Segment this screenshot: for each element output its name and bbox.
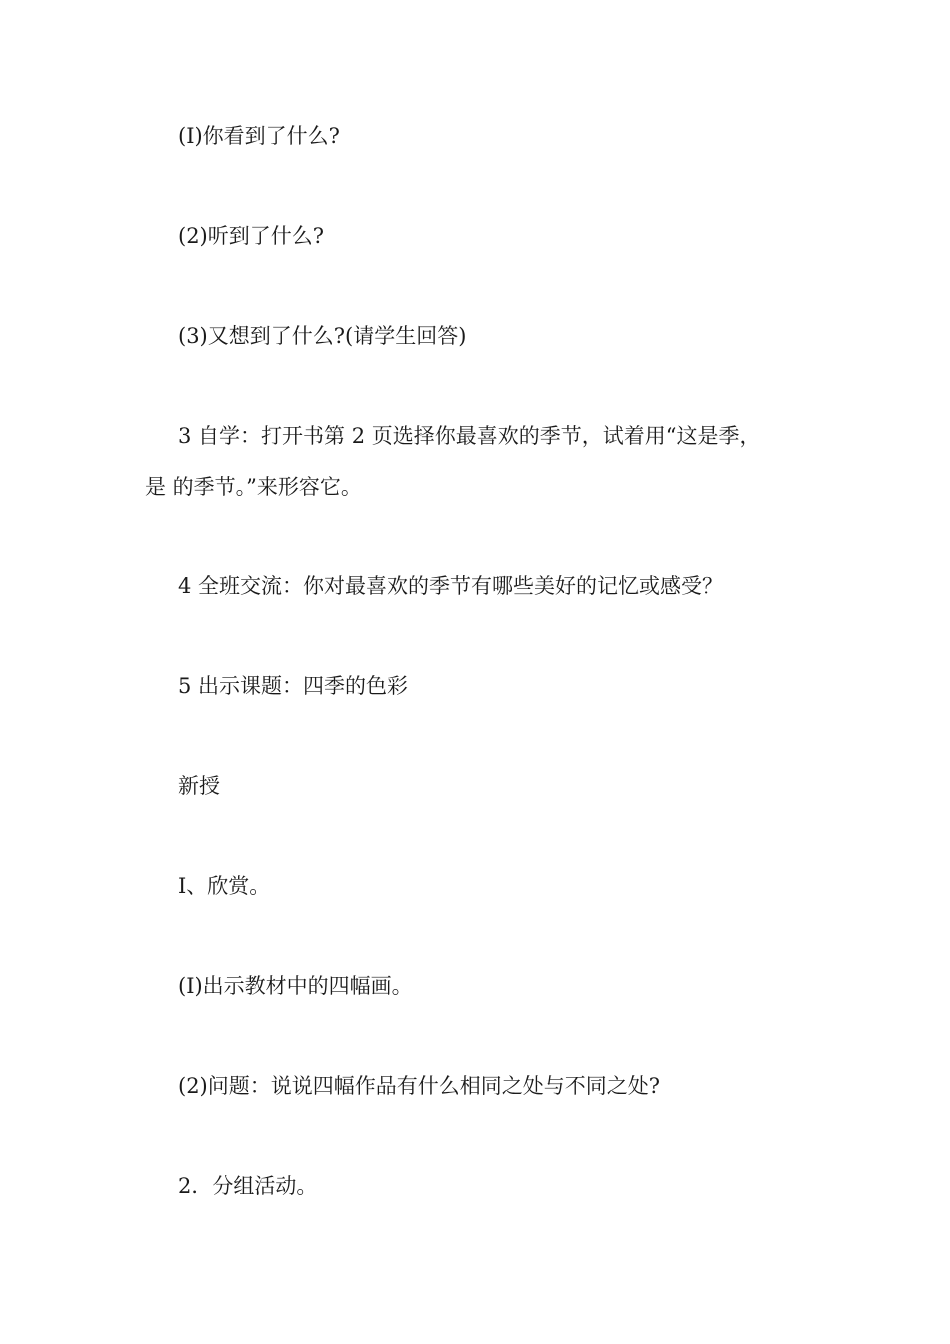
paragraph-show-topic: 5 出示课题：四季的色彩	[178, 674, 409, 698]
section-heading-new-lesson: 新授	[178, 774, 220, 798]
paragraph-self-study-line-2: 是 的季节。”来形容它。	[145, 475, 362, 499]
paragraph-self-study-line-1: 3 自学：打开书第 2 页选择你最喜欢的季节，试着用“这是季，	[178, 424, 761, 448]
paragraph-class-exchange: 4 全班交流：你对最喜欢的季节有哪些美好的记忆或感受？	[178, 574, 724, 598]
paragraph-group-activity: 2．分组活动。	[178, 1174, 318, 1198]
paragraph-show-four-paintings: (I)出示教材中的四幅画。	[178, 974, 413, 998]
paragraph-what-did-you-see: (I)你看到了什么?	[178, 124, 340, 148]
paragraph-what-did-you-think: (3)又想到了什么?(请学生回答)	[178, 324, 467, 348]
paragraph-appreciation: I、欣赏。	[178, 874, 271, 898]
paragraph-what-did-you-hear: (2)听到了什么?	[178, 224, 325, 248]
paragraph-question: (2)问题：说说四幅作品有什么相同之处与不同之处?	[178, 1074, 661, 1098]
